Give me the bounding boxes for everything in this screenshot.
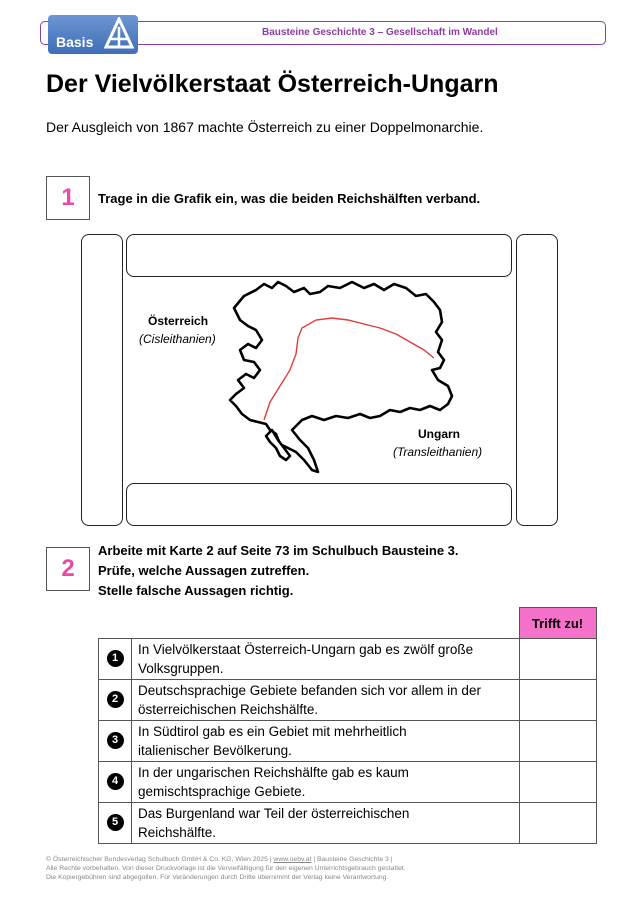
number-badge-1: 1 (107, 650, 124, 667)
statement-text: Das Burgenland war Teil der österreichischen Reichshälfte. (132, 803, 520, 844)
task-1-number: 1 (46, 176, 90, 220)
task-2-line: Prüfe, welche Aussagen zutreffen. (98, 563, 310, 578)
hungary-label: Ungarn (418, 427, 460, 441)
task-2-number: 2 (46, 547, 90, 591)
footer: © Österreichischer Bundesverlag Schulbuch GmbH & Co. KG, Wien 2025 | www.oebv.at | Bausteine Geschichte 3 | Alle Rechte vorbehalten. Von dieser Druckvorlage ist die Vervielfältigung für den eigenen Unterrichtsgebrauch gestattet. Die Kopiergebühren sind abgegolten. Für Veränderungen durch Dritte übernimmt der Verlag keine Verantwortung. (46, 856, 406, 881)
task-1-instruction: Trage in die Grafik ein, was die beiden Reichshälften verband. (98, 191, 481, 206)
statement-text: In der ungarischen Reichshälfte gab es kaum gemischtsprachige Gebiete. (132, 762, 520, 803)
statements-table (98, 607, 597, 844)
statement-row (99, 762, 597, 803)
statement-row (99, 721, 597, 762)
task-2-line: Stelle falsche Aussagen richtig. (98, 583, 294, 598)
publisher-link[interactable]: www.oebv.at (273, 856, 312, 863)
check-cell-1[interactable] (519, 639, 596, 680)
check-cell-2[interactable] (519, 680, 596, 721)
statement-text: In Vielvölkerstaat Österreich-Ungarn gab es zwölf große Volksgruppen. (132, 639, 520, 680)
page-title: Der Vielvölkerstaat Österreich-Ungarn (46, 70, 499, 98)
answer-box-right[interactable] (516, 234, 558, 526)
task-2-line: Arbeite mit Karte 2 auf Seite 73 im Schulbuch Bausteine 3. (98, 543, 459, 558)
basis-logo (48, 15, 138, 54)
intro-text: Der Ausgleich von 1867 machte Österreich zu einer Doppelmonarchie. (46, 119, 484, 135)
austria-latin-label: (Cisleithanien) (139, 332, 216, 346)
check-cell-3[interactable] (519, 721, 596, 762)
footer-rights: Alle Rechte vorbehalten. Von dieser Druckvorlage ist die Vervielfältigung für den eigenen Unterrichtsgebrauch gestattet. (46, 865, 406, 872)
statement-row (99, 639, 597, 680)
series-title: Bausteine Geschichte 3 – Gesellschaft im Wandel (262, 27, 498, 38)
task-2-instructions (98, 541, 459, 601)
statement-row (99, 680, 597, 721)
number-badge-4: 4 (107, 773, 124, 790)
triangle-logo-icon (104, 17, 134, 49)
hungary-latin-label: (Transleithanien) (393, 445, 483, 459)
statement-text: In Südtirol gab es ein Gebiet mit mehrheitlich italienischer Bevölkerung. (132, 721, 520, 762)
answer-box-bottom[interactable] (126, 483, 512, 526)
check-cell-4[interactable] (519, 762, 596, 803)
number-badge-5: 5 (107, 814, 124, 831)
number-badge-2: 2 (107, 691, 124, 708)
trifft-zu-header: Trifft zu! (519, 608, 596, 639)
austria-label: Österreich (148, 314, 209, 328)
answer-box-left[interactable] (81, 234, 123, 526)
statement-row (99, 803, 597, 844)
number-badge-3: 3 (107, 732, 124, 749)
logo-label: Basis (56, 34, 94, 50)
footer-copyright: Die Kopiergebühren sind abgegolten. Für Veränderungen durch Dritte übernimmt der Verlag keine Verantwortung. (46, 874, 389, 881)
check-cell-5[interactable] (519, 803, 596, 844)
monarchy-outline (230, 282, 452, 472)
statement-text: Deutschsprachige Gebiete befanden sich vor allem in der österreichischen Reichshälfte. (132, 680, 520, 721)
